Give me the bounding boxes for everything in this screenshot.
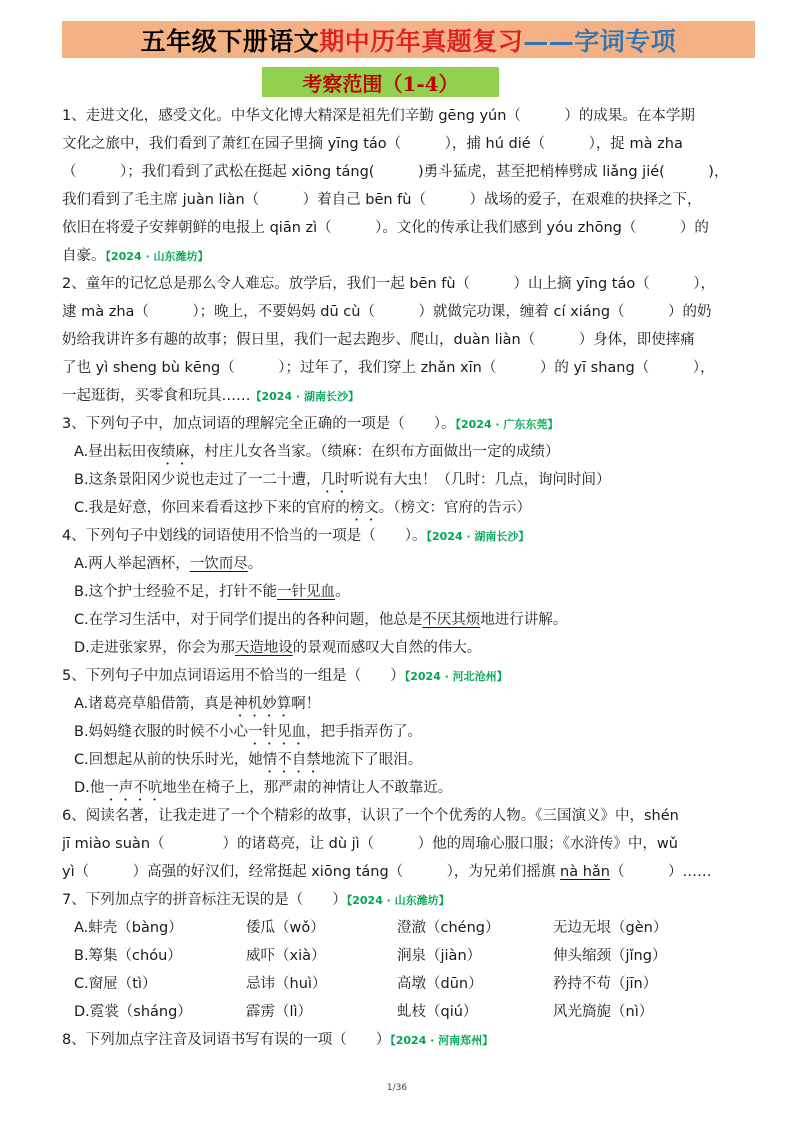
q7-option: 虬枝（qiú） (397, 1004, 478, 1020)
underlined-word: 不厌其烦 (422, 612, 481, 628)
q7-option: 涧泉（jiàn） (397, 948, 482, 964)
option-text: C.在学习生活中，对于同学们提出的各种问题，他总是 (74, 612, 423, 628)
q5-option-a (62, 690, 742, 718)
q3-stem (62, 410, 742, 438)
q1-line: 1、走进文化，感受文化。中华文化博大精深是祖先们辛勤 gēng yún（ ）的成果。在本学期 (62, 108, 695, 124)
question-content (62, 102, 742, 1054)
q1-line: （ ）；我们看到了武松在挺起 xiōng táng( )勇斗猛虎，甚至把梢棒劈成 liǎng jié( )， (62, 164, 729, 180)
q2-text: 一起逛街，买零食和玩具…… (62, 388, 251, 404)
option-text: C.我是好意，你回来看看这抄下来的官府的 (74, 500, 350, 516)
q7-option: A.蚌壳（bàng） (74, 920, 183, 936)
source-tag: 【2024 · 广东东莞】 (455, 418, 559, 431)
source-tag: 【2024 · 湖南长沙】 (426, 530, 530, 543)
underlined-word: 一饮而尽 (189, 556, 248, 572)
q8-stem-text: 8、下列加点字注音及词语书写有误的一项（ ） (62, 1032, 391, 1048)
q7-stem (62, 886, 742, 914)
q6-text: （ ）…… (609, 864, 712, 880)
option-text: 地进行讲解。 (480, 612, 568, 628)
q7-option: 霹雳（lì） (246, 1004, 313, 1020)
q5-option-b (62, 718, 742, 746)
option-text: A.诸葛亮草船借箭，真是 (74, 696, 234, 712)
q4-stem (62, 522, 742, 550)
option-text: B.这个护士经验不足，打针不能 (74, 584, 278, 600)
q7-option: 澄澈（chéng） (397, 920, 500, 936)
q7-option: 矜持不苟（jīn） (553, 976, 658, 992)
q7-option: C.窗屉（tì） (74, 976, 157, 992)
option-text: B.妈妈缝衣服的时候不小心 (74, 724, 249, 740)
q2-line: 逮 mà zha（ ）；晚上，不要妈妈 dū cù（ ）就做完功课，缠着 cí xiáng（ ）的奶 (62, 304, 712, 320)
q6-line-last (62, 858, 742, 886)
source-tag: 【2024 · 河北沧州】 (404, 670, 508, 683)
q5-stem-text: 5、下列句子中加点词语运用不恰当的一组是（ ） (62, 668, 405, 684)
q3-option-b (62, 466, 742, 494)
dotted-word: 一声不吭 (104, 780, 163, 796)
title-part-topic: ——字词专项 (523, 26, 677, 56)
q2-line-last (62, 382, 742, 410)
q7-option: 无边无垠（gèn） (553, 920, 668, 936)
q3-option-c (62, 494, 742, 522)
q1-line: 文化之旅中，我们看到了萧红在园子里摘 yīng táo（ ），捕 hú dié（ ），捉 mà zha (62, 136, 683, 152)
title-banner (62, 21, 755, 58)
option-text: 听说有大虫！（几时：几点，询问时间） (349, 472, 611, 488)
source-tag: 【2024 · 河南郑州】 (390, 1034, 494, 1047)
q2-line: 了也 yì sheng bù kēng（ ）；过年了，我们穿上 zhǎn xīn（ ）的 yī shang（ ）， (62, 360, 715, 376)
option-text: 。（榜文：官府的告示） (378, 500, 531, 516)
option-text: C.回想起从前的快乐时光，她 (74, 752, 263, 768)
title-part-grade: 五年级下册语文 (140, 26, 320, 56)
q7-option: 高墩（dūn） (397, 976, 483, 992)
q7-options (62, 914, 742, 1026)
scope-subtitle: 考察范围（1-4） (262, 67, 499, 97)
q4-stem-text: 4、下列句子中划线的词语使用不恰当的一项是（ ）。 (62, 528, 427, 544)
option-text: D.走进张家界，你会为那 (74, 640, 235, 656)
option-text: ，村庄儿女各当家。（绩麻：在织布方面做出一定的成绩） (189, 444, 560, 460)
dotted-word: 神机妙算 (233, 696, 292, 712)
q3-stem-text: 3、下列句子中，加点词语的理解完全正确的一项是（ ）。 (62, 416, 456, 432)
underlined-pinyin: nà hǎn (560, 864, 610, 880)
option-text: 的景观而感叹大自然的伟大。 (292, 640, 482, 656)
option-text: B.这条景阳冈少说也走过了一二十遭， (74, 472, 321, 488)
dotted-word: 一针见血 (248, 724, 307, 740)
source-tag: 【2024 · 湖南长沙】 (250, 390, 359, 403)
q5-stem (62, 662, 742, 690)
q7-option: B.筹集（chóu） (74, 948, 182, 964)
option-text: ，把手指弄伤了。 (306, 724, 423, 740)
underlined-word: 一针见血 (277, 584, 336, 600)
dotted-word: 情不自禁 (262, 752, 321, 768)
title-part-review: 期中历年真题复习 (319, 26, 524, 56)
option-text: A.两人举起酒杯， (74, 556, 190, 572)
dotted-word: 绩麻 (160, 444, 190, 460)
q1-text: 自豪。 (62, 248, 106, 264)
q6-line: jī miào suàn（ ）的诸葛亮，让 dù jì（ ）他的周瑜心服口服；《水浒传》中，wǔ (62, 836, 678, 852)
q3-option-a (62, 438, 742, 466)
q5-option-c (62, 746, 742, 774)
q5-option-d (62, 774, 742, 802)
q4-option-a (62, 550, 742, 578)
q7-option: 忌讳（huì） (246, 976, 327, 992)
source-tag: 【2024 · 山东潍坊】 (346, 894, 450, 907)
dotted-word: 几时 (320, 472, 350, 488)
option-text: 地流下了眼泪。 (320, 752, 423, 768)
dotted-word: 榜文 (349, 500, 379, 516)
q1-line-last (62, 242, 742, 270)
q7-option: 风光旖旎（nì） (553, 1004, 654, 1020)
q2-line: 奶给我讲许多有趣的故事；假日里，我们一起去跑步、爬山，duàn liàn（ ）身体，即使摔痛 (62, 332, 695, 348)
q4-option-d (62, 634, 742, 662)
page-number: 1/36 (386, 1083, 408, 1093)
option-text: D.他 (74, 780, 105, 796)
q1-line: 依旧在将爱子安葬朝鲜的电报上 qiān zì（ ）。文化的传承让我们感到 yóu zhōng（ ）的 (62, 220, 709, 236)
q2-line: 2、童年的记忆总是那么令人难忘。放学后，我们一起 bēn fù（ ）山上摘 yīng táo（ ）， (62, 276, 715, 292)
q8-stem (62, 1026, 742, 1054)
option-text: 啊！ (291, 696, 321, 712)
option-text: 。 (247, 556, 263, 572)
option-text: 。 (335, 584, 350, 600)
q4-option-b (62, 578, 742, 606)
option-text: A.昼出耘田夜 (74, 444, 161, 460)
option-text: 地坐在椅子上，那严肃的神情让人不敢靠近。 (162, 780, 453, 796)
q7-option: 伸头缩颈（jǐng） (553, 948, 667, 964)
source-tag: 【2024 · 山东潍坊】 (105, 250, 209, 263)
q6-line: 6、阅读名著，让我走进了一个个精彩的故事，认识了一个个优秀的人物。《三国演义》中，shén (62, 808, 679, 824)
q7-stem-text: 7、下列加点字的拼音标注无误的是（ ） (62, 892, 347, 908)
q1-line: 我们看到了毛主席 juàn liàn（ ）着自己 bēn fù（ ）战场的爱子，在艰难的抉择之下， (62, 192, 702, 208)
underlined-word: 天造地设 (234, 640, 293, 656)
q4-option-c (62, 606, 742, 634)
q7-option: D.霓裳（sháng） (74, 1004, 192, 1020)
q6-text: yì（ ）高强的好汉们，经常挺起 xiōng táng（ ），为兄弟们摇旗 (62, 864, 561, 880)
q7-option: 倭瓜（wǒ） (246, 920, 325, 936)
q7-option: 威吓（xià） (246, 948, 326, 964)
